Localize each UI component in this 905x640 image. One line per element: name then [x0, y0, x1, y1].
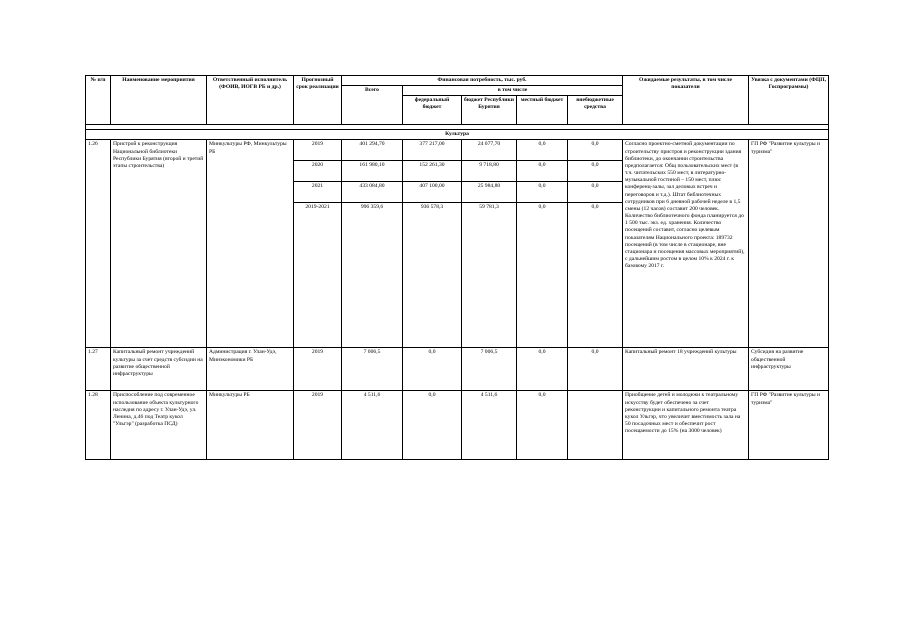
row-republic: 24 077,70: [462, 140, 517, 161]
row-local: 0,0: [517, 140, 568, 161]
section-title: Культура: [86, 130, 829, 140]
table-row: [86, 140, 829, 161]
row-federal: 377 217,00: [403, 140, 462, 161]
header-local: местный бюджет: [517, 96, 568, 125]
row-total: 7 006,5: [342, 348, 403, 391]
header-results: Ожидаемые результаты, в том числе показатели: [623, 76, 749, 125]
header-federal: федеральный бюджет: [403, 96, 462, 125]
header-finance: Финансовая потребность, тыс. руб.: [342, 76, 623, 86]
row-extra: 0,0: [568, 203, 623, 348]
row-extra: 0,0: [568, 348, 623, 391]
row-local: 0,0: [517, 161, 568, 182]
row-extra: 0,0: [568, 161, 623, 182]
row-num: 1.26: [86, 140, 111, 348]
header-link: Увязка с документами (ФЦП, Госпрограммы): [749, 76, 829, 125]
row-term: 2019: [294, 348, 342, 391]
activities-table: [85, 75, 829, 460]
header-total: Всего: [342, 86, 403, 125]
row-local: 0,0: [517, 203, 568, 348]
row-total: 161 980,10: [342, 161, 403, 182]
row-total: 401 294,70: [342, 140, 403, 161]
row-executor: Администрация г. Улан-Удэ, Минэкономики РБ: [207, 348, 294, 391]
row-term: 2019-2021: [294, 203, 342, 348]
row-link: ГП РФ "Развитие культуры и туризма": [749, 391, 829, 460]
header-including: в том числе: [403, 86, 623, 96]
row-num: 1.28: [86, 391, 111, 460]
row-republic: 7 006,5: [462, 348, 517, 391]
row-name: Пристрой к реконструкция Национальной библиотеки Республики Бурятия (второй и третий этапы строительства): [111, 140, 207, 348]
row-link: ГП РФ "Развитие культуры и туризма": [749, 140, 829, 348]
header-num: № п/п: [86, 76, 111, 125]
row-republic: 59 781,3: [462, 203, 517, 348]
row-extra: 0,0: [568, 140, 623, 161]
row-term: 2021: [294, 182, 342, 203]
header-name: Наименование мероприятия: [111, 76, 207, 125]
row-results: Согласно проектно-сметной документации по строительству пристроя и реконструкции здания библиотеки, до окончании строительства предполагается: Общ пользовательских мест (в т.ч. читательских 550 мест, в литературно-музыкальной гостиной – 150 мест, плюс конференц-залы, зал деловых встреч и переговоров и т.д.). Штат библиотечных сотрудников при 6 дневной рабочей неделе в 1,5 смены (12 часов) составит 200 человек. Количество библиотечного фонда планируется до 1 500 тыс. экз. ед. хранения. Количество посещений составит, согласно целевым показателям Национального проекта: 189732 посещений (в том числе в стационаре, вне стационара и посещения массовых мероприятий), с дальнейшим ростом в целом 10% к 2024 г. к базовому 2017 г.: [623, 140, 749, 348]
header-term: Прогнозный срок реализации: [294, 76, 342, 125]
row-republic: 25 984,80: [462, 182, 517, 203]
row-total: 433 084,80: [342, 182, 403, 203]
table-row: [86, 391, 829, 460]
row-term: 2020: [294, 161, 342, 182]
row-extra: [568, 391, 623, 460]
row-federal: 0,0: [403, 391, 462, 460]
row-local: 0,0: [517, 391, 568, 460]
row-results: Приобщение детей и молодежи к театральному искусству будет обеспечено за счет реконструкции и капитального ремонта театра кукол Ульгэр, что увеличит вместимость зала на 50 посадочных мест и обеспечит рост посещаемости до 15% (на 3000 человек): [623, 391, 749, 460]
row-name: Приспособление под современное использование объекта культурного наследия по адресу г. Улан-Удэ, ул. Ленина, д.46 под Театр кукол "Ульгэр" (разработка ПСД): [111, 391, 207, 460]
row-executor: Минкультуры РФ, Минкультуры РБ: [207, 140, 294, 348]
row-local: 0,0: [517, 182, 568, 203]
row-federal: 152 261,30: [403, 161, 462, 182]
header-extra: внебюджетные средства: [568, 96, 623, 125]
row-total: 996 359,6: [342, 203, 403, 348]
row-term: 2019: [294, 391, 342, 460]
row-link: Субсидия на развитие общественной инфраструктуры: [749, 348, 829, 391]
row-extra: 0,0: [568, 182, 623, 203]
row-total: 4 511,6: [342, 391, 403, 460]
row-federal: 407 100,00: [403, 182, 462, 203]
header-executor: Ответственный исполнитель (ФОИВ, ИОГВ РБ и др.): [207, 76, 294, 125]
row-executor: Минкультуры РБ: [207, 391, 294, 460]
row-local: 0,0: [517, 348, 568, 391]
row-federal: 936 578,3: [403, 203, 462, 348]
table-row: [86, 348, 829, 391]
row-republic: 4 511,6: [462, 391, 517, 460]
header-republic: бюджет Республики Бурятия: [462, 96, 517, 125]
row-results: Капитальный ремонт 18 учреждений культуры: [623, 348, 749, 391]
row-republic: 9 718,80: [462, 161, 517, 182]
row-num: 1.27: [86, 348, 111, 391]
row-name: Капитальный ремонт учреждений культуры за счет средств субсидии на развитие общественной инфраструктуры: [111, 348, 207, 391]
row-federal: 0,0: [403, 348, 462, 391]
row-term: 2019: [294, 140, 342, 161]
